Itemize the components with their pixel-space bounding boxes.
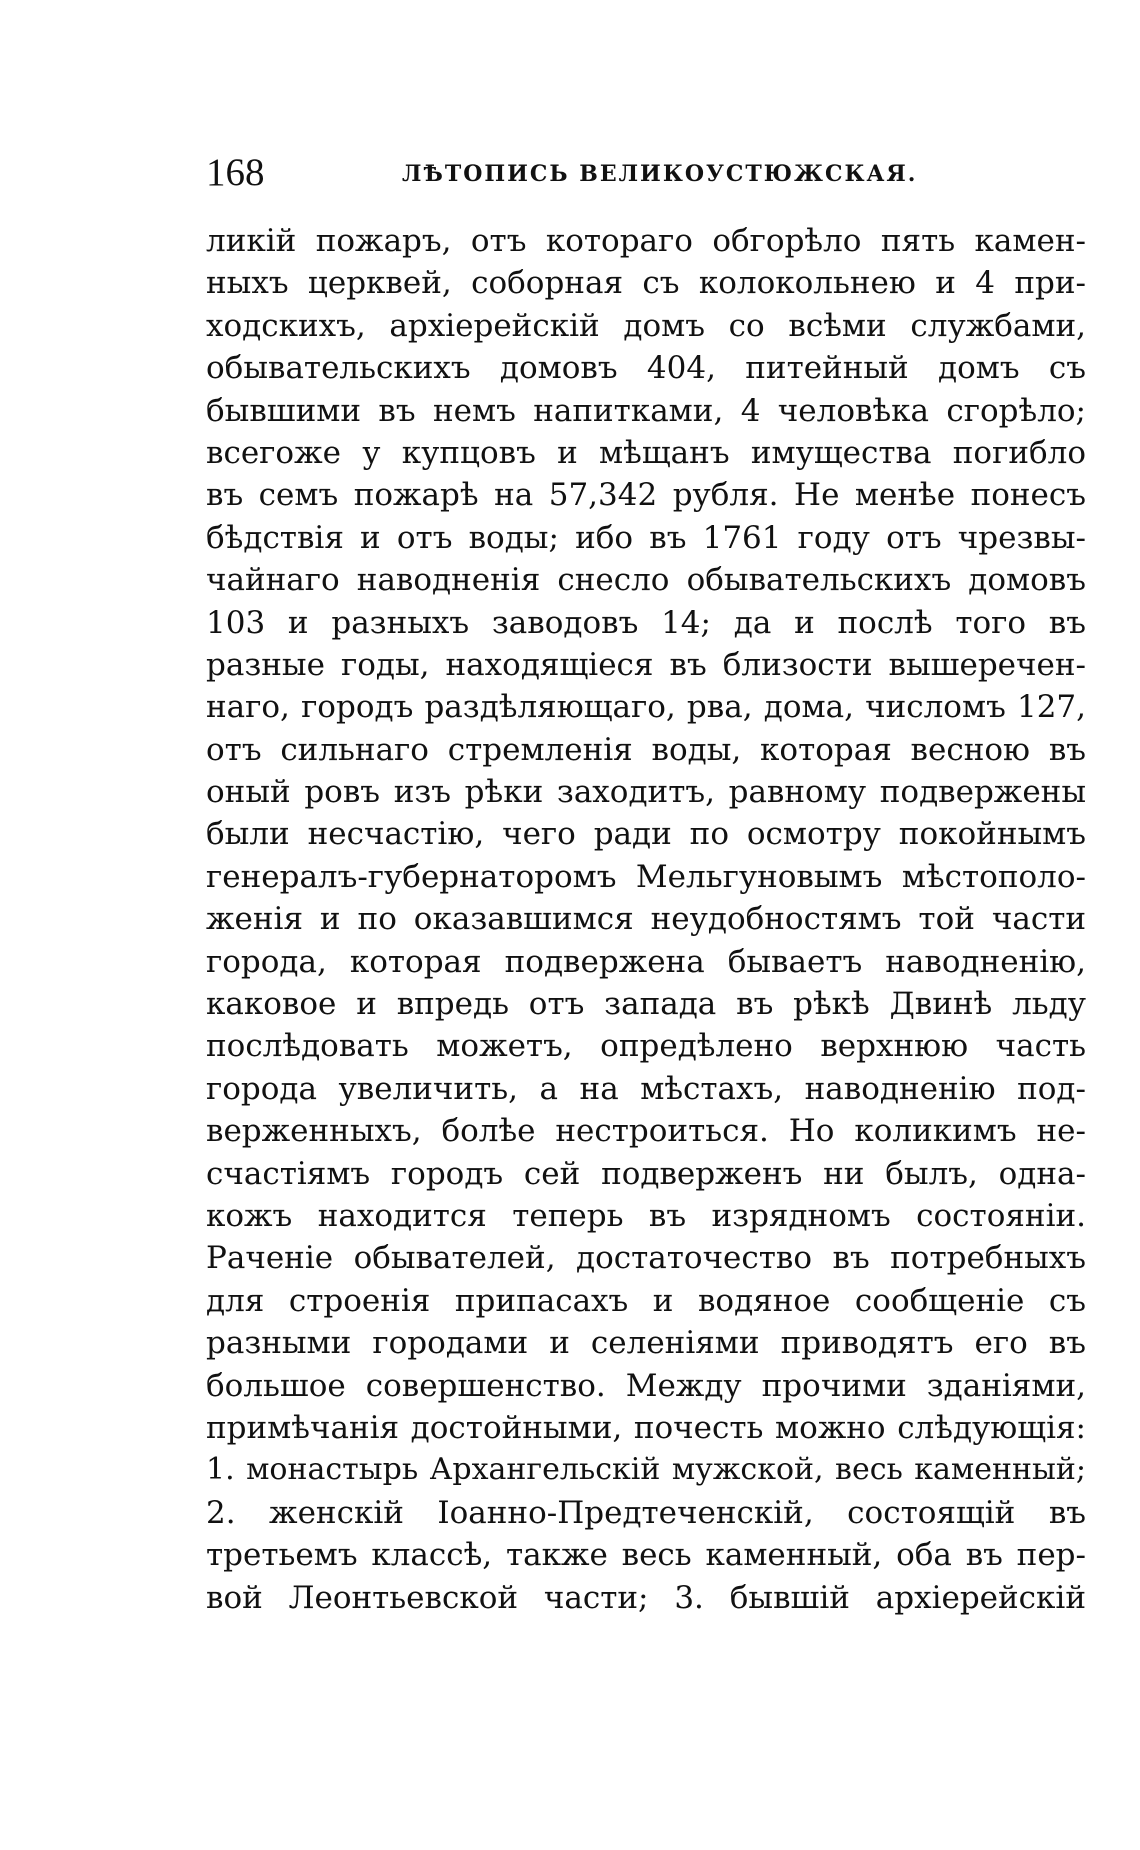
text-line: были несчастію, чего ради по осмотру покойнымъ: [206, 816, 1086, 853]
text-line: кожъ находится теперь въ изрядномъ состояніи.: [206, 1197, 1086, 1234]
running-head: [206, 150, 1086, 196]
text-line: большое совершенство. Между прочими зданіями,: [206, 1367, 1086, 1404]
text-line: вой Леонтьевской части; 3. бывшій архіерейскій: [206, 1579, 1086, 1616]
text-line: наго, городъ раздѣляющаго, рва, дома, числомъ 127,: [206, 689, 1086, 726]
book-page: [206, 150, 1086, 1619]
text-line: женія и по оказавшимся неудобностямъ той части: [206, 901, 1086, 938]
text-line: чайнаго наводненія снесло обывательскихъ домовъ: [206, 562, 1086, 599]
text-line: города увеличить, а на мѣстахъ, наводненію под-: [206, 1070, 1086, 1107]
text-line: въ семъ пожарѣ на 57,342 рубля. Не менѣе понесъ: [206, 477, 1086, 514]
text-line: 2. женскій Іоанно-Предтеченскій, состоящій въ: [206, 1494, 1086, 1531]
text-line: разными городами и селеніями приводятъ его въ: [206, 1325, 1086, 1362]
running-title: ЛѢТОПИСЬ ВЕЛИКОУСТЮЖСКАЯ.: [402, 161, 918, 187]
page-number: 168: [206, 151, 265, 194]
text-line: для строенія припасахъ и водяное сообщеніе съ: [206, 1282, 1086, 1319]
text-line: всегоже у купцовъ и мѣщанъ имущества погибло: [206, 434, 1086, 471]
text-line: каковое и впредь отъ запада въ рѣкѣ Двинѣ льду: [206, 986, 1086, 1023]
text-line: третьемъ классѣ, также весь каменный, оба въ пер-: [206, 1537, 1086, 1574]
text-line: примѣчанія достойными, почесть можно слѣдующія:: [206, 1409, 1086, 1446]
text-line: послѣдовать можетъ, опредѣлено верхнюю часть: [206, 1028, 1086, 1065]
text-line: оный ровъ изъ рѣки заходитъ, равному подвержены: [206, 774, 1086, 811]
text-line: разные годы, находящіеся въ близости вышеречен-: [206, 646, 1086, 683]
body-text: [206, 220, 1086, 1619]
text-line: обывательскихъ домовъ 404, питейный домъ съ: [206, 350, 1086, 387]
text-line: счастіямъ городъ сей подверженъ ни былъ, одна-: [206, 1155, 1086, 1192]
text-line: ходскихъ, архіерейскій домъ со всѣми службами,: [206, 307, 1086, 344]
text-line: ныхъ церквей, соборная съ колокольнею и 4 при-: [206, 265, 1086, 302]
text-line: бывшими въ немъ напитками, 4 человѣка сгорѣло;: [206, 392, 1086, 429]
text-line: города, которая подвержена бываетъ наводненію,: [206, 943, 1086, 980]
text-line: отъ сильнаго стремленія воды, которая весною въ: [206, 731, 1086, 768]
text-line: 1. монастырь Архангельскій мужской, весь каменный;: [206, 1452, 1086, 1488]
text-line: ликій пожаръ, отъ котораго обгорѣло пять камен-: [206, 223, 1086, 259]
text-line: Раченіе обывателей, достаточество въ потребныхъ: [206, 1240, 1086, 1277]
text-line: бѣдствія и отъ воды; ибо въ 1761 году отъ чрезвы-: [206, 519, 1086, 556]
text-line: 103 и разныхъ заводовъ 14; да и послѣ того въ: [206, 604, 1086, 641]
text-line: верженныхъ, болѣе нестроиться. Но коликимъ не-: [206, 1113, 1086, 1150]
text-line: генералъ-губернаторомъ Мельгуновымъ мѣстополо-: [206, 858, 1086, 895]
